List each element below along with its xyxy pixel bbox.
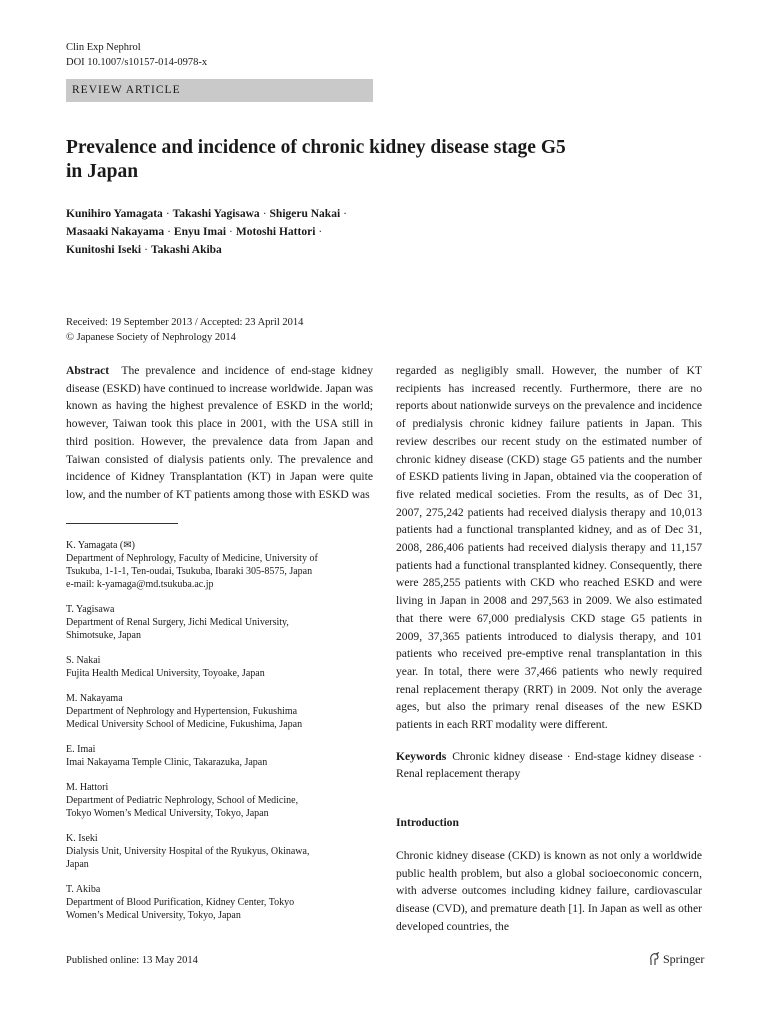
affiliation-line: Department of Nephrology and Hypertension, Fukushima [66,706,298,717]
introduction-heading: Introduction [396,816,459,830]
introduction-text [396,847,702,936]
affiliation-name: M. Hattori [66,782,109,793]
springer-logo [648,951,704,967]
affiliation-email[interactable]: e-mail: k-yamaga@md.tsukuba.ac.jp [66,579,214,590]
author: Takashi Yagisawa [172,208,260,220]
author: Kunihiro Yamagata [66,208,163,220]
publisher-name: Springer [663,952,705,966]
affiliation-item [66,654,373,680]
affiliation-line: Department of Nephrology, Faculty of Medicine, University of [66,553,318,564]
affiliation-line: Tsukuba, 1-1-1, Ten-oudai, Tsukuba, Ibaraki 305-8575, Japan [66,566,313,577]
footnote-divider [66,523,178,524]
doi: DOI 10.1007/s10157-014-0978-x [66,57,208,68]
affiliation-line: Fujita Health Medical University, Toyoake, Japan [66,668,265,679]
affiliation-name: K. Iseki [66,833,98,844]
author-list [66,205,396,259]
copyright: © Japanese Society of Nephrology 2014 [66,332,236,343]
affiliation-item [66,692,373,731]
article-title [66,136,666,184]
affiliation-item [66,743,373,769]
affiliation-line: Department of Pediatric Nephrology, School of Medicine, [66,795,299,806]
left-column [66,362,373,504]
author-line-3: Kunitoshi Iseki · Takashi Akiba [66,244,222,256]
author: Shigeru Nakai [269,208,341,220]
affiliation-line: Dialysis Unit, University Hospital of the Ryukyus, Okinawa, [66,846,310,857]
affiliations [66,539,373,934]
affiliation-name: K. Yamagata (✉) [66,540,135,551]
abstract-text-left: The prevalence and incidence of end-stage kidney disease (ESKD) have continued to increase worldwide. Japan was known as having the highest prevalence of ESKD in the world; however, Taiwan took this place in 2001, with the USA still in third position. However, the prevalence data from Japan and Taiwan consisted of dialysis patients only. The prevalence and incidence of Kidney Transplantation (KT) in Japan were quite low, and the number of KT patients among those with ESKD was [66,364,373,501]
right-column [396,362,702,935]
affiliation-line: Department of Blood Purification, Kidney Center, Tokyo [66,897,295,908]
author-line-2: Masaaki Nakayama · Enyu Imai · Motoshi Hattori · [66,226,323,238]
article-type-banner: REVIEW ARTICLE [66,79,373,102]
abstract-label: Abstract [66,364,110,377]
author: Enyu Imai [173,226,227,238]
affiliation-item [66,603,373,642]
affiliation-item [66,781,373,820]
author: Takashi Akiba [150,244,222,256]
keywords-text: Chronic kidney disease · End-stage kidney disease · Renal replacement therapy [396,749,702,781]
affiliation-name: M. Nakayama [66,693,123,704]
title-line-2: in Japan [66,161,139,182]
affiliation-item [66,832,373,871]
affiliation-item [66,883,373,922]
springer-horse-icon [648,952,660,966]
affiliation-line: Department of Renal Surgery, Jichi Medical University, [66,617,289,628]
citation-link[interactable]: [1] [568,901,582,915]
affiliation-line: Japan [66,859,89,870]
keywords-label: Keywords [396,749,447,763]
intro-text-before: Chronic kidney disease (CKD) is known as not only a worldwide public health problem, but also a global socioeconomic concern, with adverse outcomes including kidney failure, cardiovascular disease (CVD), and premature death [396,848,702,915]
affiliation-line: Imai Nakayama Temple Clinic, Takarazuka, Japan [66,757,268,768]
affiliation-line: Medical University School of Medicine, Fukushima, Japan [66,719,303,730]
received-accepted: Received: 19 September 2013 / Accepted: 23 April 2014 [66,317,304,328]
affiliation-name: E. Imai [66,744,96,755]
keywords [396,748,702,783]
affiliation-line: Tokyo Women’s Medical University, Tokyo, Japan [66,808,269,819]
author: Motoshi Hattori [235,226,316,238]
title-line-1: Prevalence and incidence of chronic kidney disease stage G5 [66,137,566,158]
affiliation-line: Shimotsuke, Japan [66,630,141,641]
journal-name: Clin Exp Nephrol [66,42,141,53]
affiliation-item [66,539,373,591]
published-online: Published online: 13 May 2014 [66,955,198,966]
affiliation-name: T. Yagisawa [66,604,115,615]
article-dates [66,315,303,345]
author: Kunitoshi Iseki [66,244,142,256]
author: Masaaki Nakayama [66,226,165,238]
author-line-1: Kunihiro Yamagata · Takashi Yagisawa · Shigeru Nakai · [66,208,347,220]
affiliation-name: T. Akiba [66,884,101,895]
abstract-left [66,362,373,504]
intro-text-after: . In Japan as well as other developed countries, the [396,901,702,933]
affiliation-name: S. Nakai [66,655,101,666]
affiliation-line: Women’s Medical University, Tokyo, Japan [66,910,241,921]
abstract-right: regarded as negligibly small. However, the number of KT recipients has increased recently. Furthermore, there are no reports about nationwide surveys on the prevalence and incidence of predialysis chronic kidney failure patients in Japan. This review describes our recent study on the estimated number of chronic kidney disease (CKD) stage G5 patients and the number of ESKD patients living in Japan, obtained via the cooperation of five related medical societies. From the results, as of Dec 31, 2007, 275,242 patients had received dialysis therapy and 10,013 patients had a functional transplanted kidney, and as of Dec 31, 2008, 286,406 patients had received dialysis therapy and 11,157 patients had a functional transplanted kidney. Consequently, there were 285,255 patients with CKD who reached ESKD and were living in Japan in 2008 and 297,563 in 2009. We also estimated that there were 67,000 predialysis CKD stage G5 patients in 2009, 37,365 patients introduced to dialysis therapy, and 101 patients who received pre-emptive renal transplantation in this year. In total, there were 37,466 patients who newly required renal replacement therapy (RRT) in 2009. Not only the average ages, but also the primary renal diseases of the new ESKD patients in each RRT modality were different. [396,364,702,732]
journal-header [66,40,207,70]
